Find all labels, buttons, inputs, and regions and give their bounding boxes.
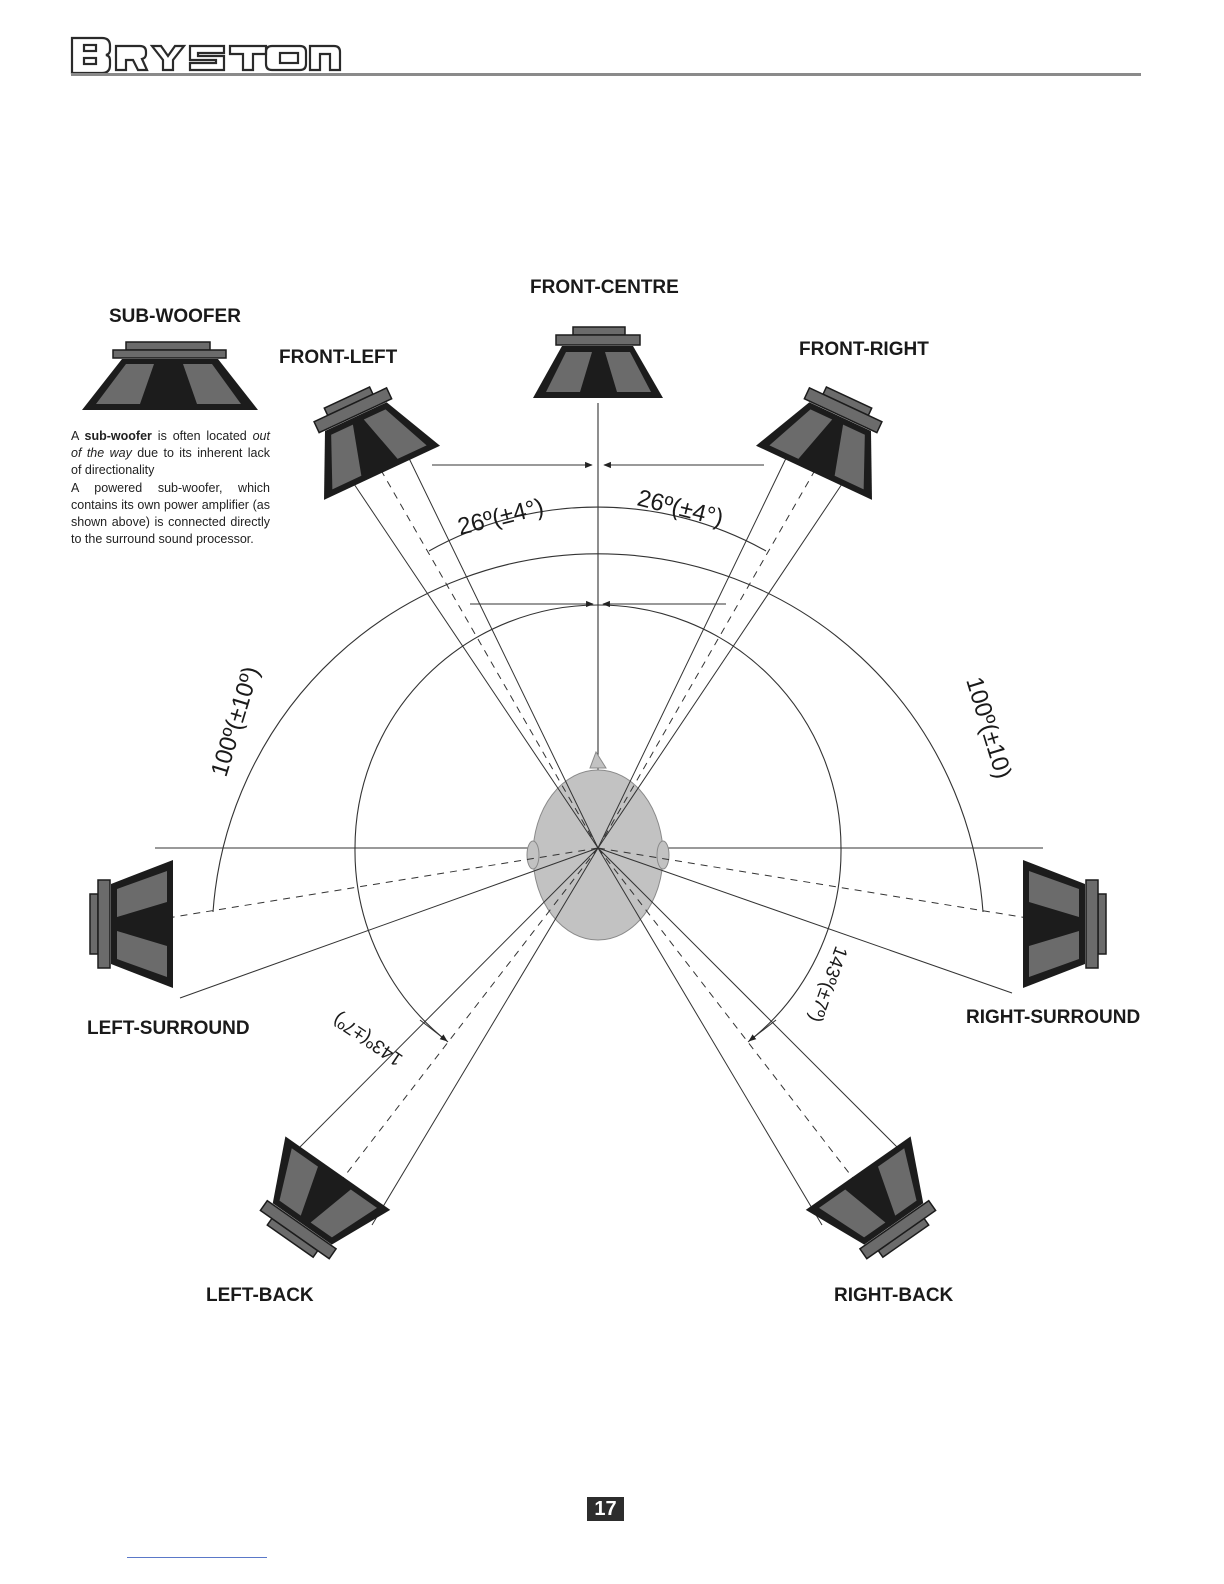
label-sub-woofer: SUB-WOOFER: [109, 306, 241, 327]
speaker-sub-woofer: [82, 342, 258, 410]
sub-woofer-note: [71, 428, 270, 548]
label-right-back: RIGHT-BACK: [834, 1285, 954, 1306]
label-front-centre: FRONT-CENTRE: [530, 277, 679, 298]
note-text: is often located: [151, 429, 253, 443]
speaker-front-centre: [533, 327, 663, 398]
angle-label-back-left: 143º(±7º): [329, 1008, 407, 1070]
label-front-right: FRONT-RIGHT: [799, 339, 929, 360]
page-number: 17: [587, 1497, 624, 1521]
footer-rule: [127, 1557, 267, 1558]
speaker-right-back: [806, 1136, 958, 1277]
speaker-right-surround: [1023, 860, 1106, 988]
angle-label-front-right: 26º(±4°): [634, 484, 727, 533]
angle-label-surround-left: 100º(±10º): [205, 663, 265, 780]
speaker-left-surround: [90, 860, 173, 988]
note-text: due to its inherent lack of directionality: [71, 446, 270, 478]
label-front-left: FRONT-LEFT: [279, 347, 398, 368]
speaker-front-left: [289, 371, 440, 500]
sub-woofer-note-para-1: [71, 428, 270, 480]
label-left-surround: LEFT-SURROUND: [87, 1018, 250, 1039]
note-italic: out of the way: [71, 429, 270, 461]
note-bold: sub-woofer: [84, 429, 152, 443]
label-left-back: LEFT-BACK: [206, 1285, 314, 1306]
angle-label-back-right: 143º(±7º): [804, 943, 852, 1025]
note-text: A: [71, 429, 85, 443]
angle-label-surround-right: 100º(±10): [960, 673, 1017, 782]
speaker-front-right: [756, 371, 907, 500]
speaker-left-back: [238, 1136, 390, 1277]
label-right-surround: RIGHT-SURROUND: [966, 1007, 1141, 1028]
angle-label-front-left: 26º(±4°): [454, 493, 547, 541]
sub-woofer-note-para-2: A powered sub-woofer, which contains its own power amplifier (as shown above) is connected directly to the surround sound processor.: [71, 480, 270, 547]
